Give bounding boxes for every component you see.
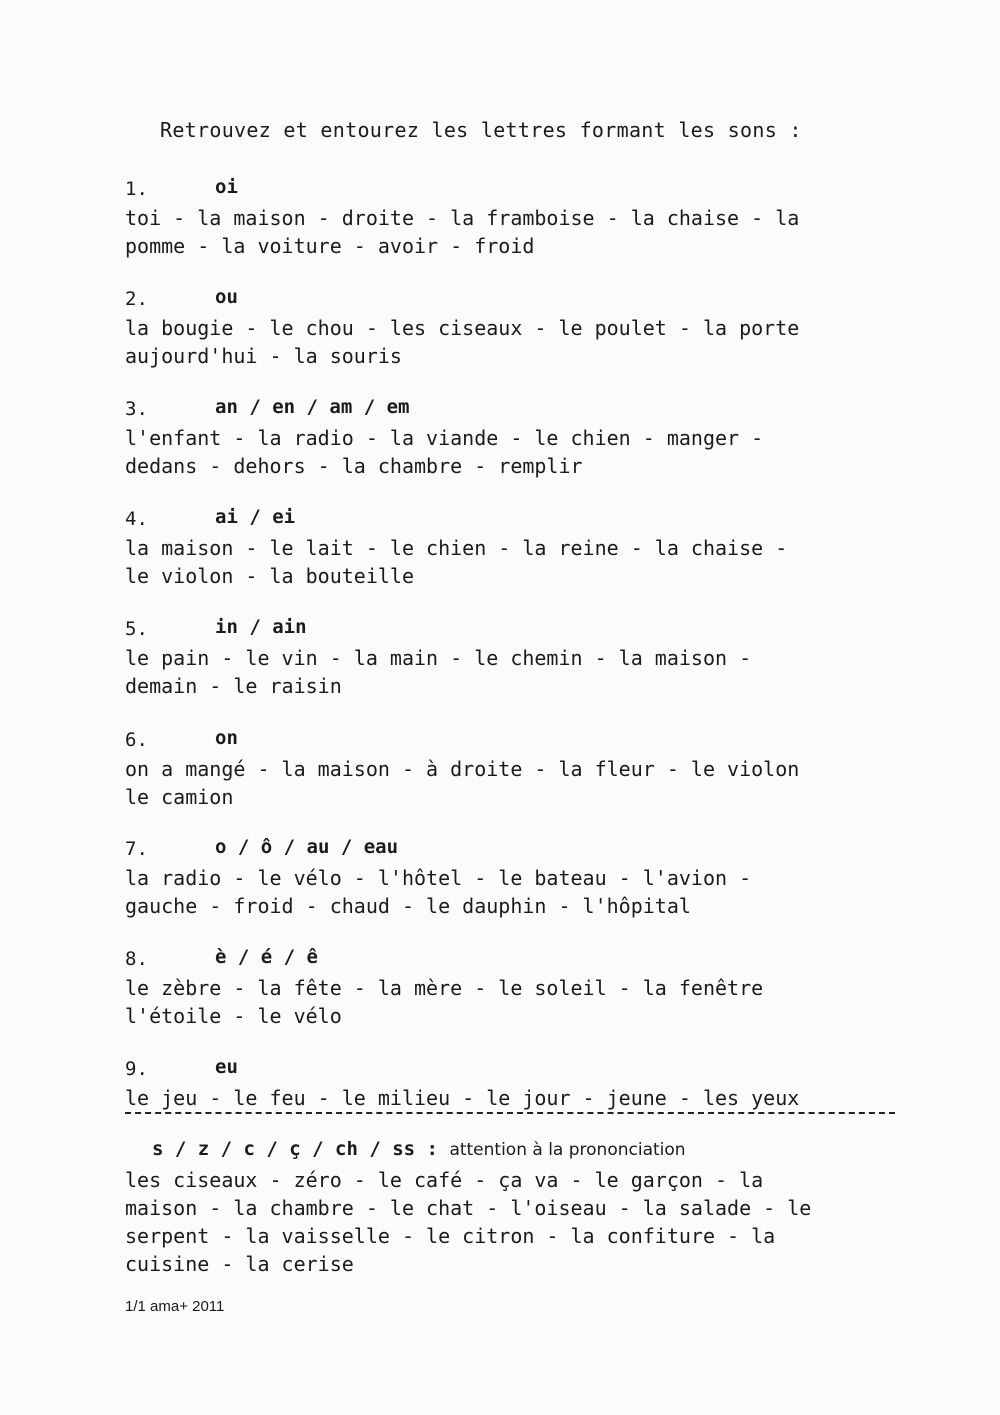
exercise-header <box>125 838 905 864</box>
final-exercise-line: les ciseaux - zéro - le café - ça va - le garçon - la <box>125 1168 764 1192</box>
exercise-header <box>125 288 905 314</box>
exercise-header <box>125 178 905 204</box>
exercise-block <box>125 1058 905 1112</box>
final-exercise-note: attention à la prononciation <box>449 1140 686 1160</box>
exercise-header <box>125 729 905 755</box>
exercise-number: 4. <box>125 508 148 530</box>
final-exercise-header <box>125 1138 915 1166</box>
exercise-number: 6. <box>125 729 148 751</box>
exercise-block <box>125 288 905 370</box>
exercise-word-line: le pain - le vin - la main - le chemin - la maison - <box>125 646 752 670</box>
final-exercise <box>125 1138 915 1278</box>
exercise-block <box>125 178 905 260</box>
exercise-sound: an / en / am / em <box>215 396 410 418</box>
exercise-number: 1. <box>125 178 148 200</box>
exercise-block <box>125 508 905 590</box>
exercise-block <box>125 838 905 920</box>
exercise-word-line: toi - la maison - droite - la framboise - la chaise - la <box>125 206 800 230</box>
exercise-block <box>125 948 905 1030</box>
exercise-number: 3. <box>125 398 148 420</box>
exercise-word-line: le camion <box>125 785 234 809</box>
exercise-block <box>125 729 905 811</box>
exercise-number: 7. <box>125 838 148 860</box>
exercise-header <box>125 398 905 424</box>
dashed-divider <box>125 1112 895 1114</box>
exercise-word-line: aujourd'hui - la souris <box>125 344 402 368</box>
exercise-word-line: le zèbre - la fête - la mère - le soleil - la fenêtre <box>125 976 764 1000</box>
exercise-sound: ou <box>215 286 238 308</box>
footer-text: 1/1 ama+ 2011 <box>125 1298 225 1315</box>
exercise-sound: in / ain <box>215 616 307 638</box>
exercise-header <box>125 508 905 534</box>
exercise-number: 5. <box>125 618 148 640</box>
exercise-block <box>125 398 905 480</box>
exercise-header <box>125 618 905 644</box>
exercise-word-line: pomme - la voiture - avoir - froid <box>125 234 535 258</box>
exercise-word-line: demain - le raisin <box>125 674 342 698</box>
exercise-word-line: on a mangé - la maison - à droite - la fleur - le violon <box>125 757 800 781</box>
exercise-word-line: la radio - le vélo - l'hôtel - le bateau - l'avion - <box>125 866 752 890</box>
exercise-number: 8. <box>125 948 148 970</box>
exercise-word-line: la bougie - le chou - les ciseaux - le poulet - la porte <box>125 316 800 340</box>
exercise-block <box>125 618 905 700</box>
exercise-number: 9. <box>125 1058 148 1080</box>
final-exercise-line: serpent - la vaisselle - le citron - la confiture - la <box>125 1224 776 1248</box>
exercise-sound: oi <box>215 176 238 198</box>
exercise-word-line: le violon - la bouteille <box>125 564 414 588</box>
exercise-header <box>125 948 905 974</box>
final-exercise-line: cuisine - la cerise <box>125 1252 354 1276</box>
exercise-sound: ai / ei <box>215 506 296 528</box>
exercise-word-line: gauche - froid - chaud - le dauphin - l'hôpital <box>125 894 691 918</box>
exercise-word-line: l'étoile - le vélo <box>125 1004 342 1028</box>
exercise-sound: on <box>215 727 238 749</box>
instruction-text: Retrouvez et entourez les lettres formant les sons : <box>160 118 802 142</box>
final-exercise-line: maison - la chambre - le chat - l'oiseau - la salade - le <box>125 1196 812 1220</box>
exercise-word-line: l'enfant - la radio - la viande - le chien - manger - <box>125 426 764 450</box>
exercise-header <box>125 1058 905 1084</box>
final-exercise-sound: s / z / c / ç / ch / ss : <box>152 1138 438 1160</box>
exercise-sound: è / é / ê <box>215 946 318 968</box>
exercise-number: 2. <box>125 288 148 310</box>
exercise-word-line: dedans - dehors - la chambre - remplir <box>125 454 583 478</box>
exercise-sound: o / ô / au / eau <box>215 836 399 858</box>
exercise-sound: eu <box>215 1056 238 1078</box>
exercise-word-line: le jeu - le feu - le milieu - le jour - jeune - les yeux <box>125 1086 800 1110</box>
exercise-word-line: la maison - le lait - le chien - la reine - la chaise - <box>125 536 788 560</box>
